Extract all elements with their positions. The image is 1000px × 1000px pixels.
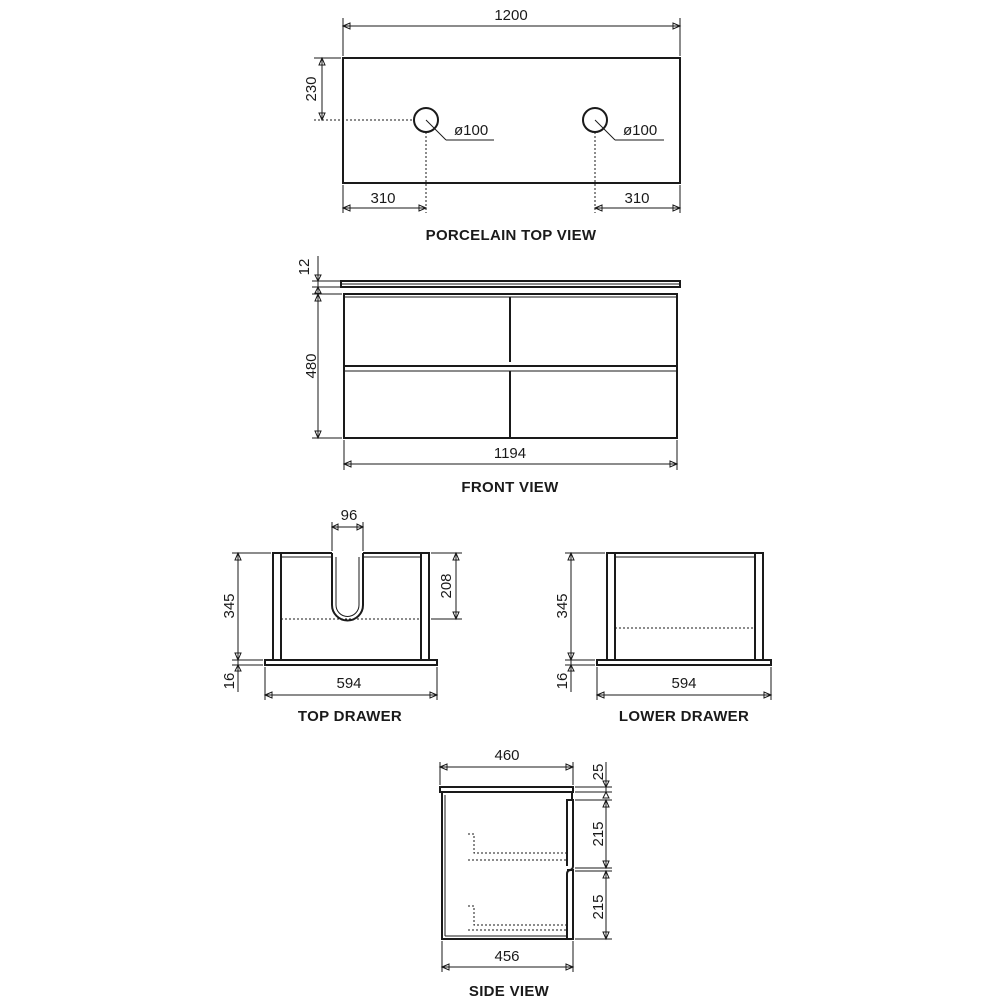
cabinet-width-dimension — [344, 440, 677, 470]
lower-drawer-view — [554, 553, 771, 725]
porcelain-top-view — [303, 7, 680, 244]
cutout-width-dimension — [332, 507, 363, 551]
side-top-width-dimension — [440, 747, 573, 785]
lower-drawer-side-left — [607, 553, 615, 661]
top-drawer-u-cutout-inner — [336, 557, 359, 617]
top-drawer-height-label: 345 — [221, 593, 238, 619]
hole-left-diameter-label: ø100 — [454, 122, 489, 139]
porcelain-width-dimension — [343, 7, 680, 56]
lower-drawer-base-dimension — [554, 660, 595, 692]
front-view-title: FRONT VIEW — [461, 479, 559, 496]
top-drawer-width-dimension — [265, 667, 437, 700]
offset-right-dimension — [595, 132, 680, 213]
lower-drawer-height-label: 345 — [554, 593, 571, 619]
top-drawer-base — [265, 660, 437, 665]
side-view-title: SIDE VIEW — [468, 983, 550, 1000]
side-cabinet-outline — [442, 792, 572, 939]
front-view — [296, 256, 680, 496]
hole-left-leader — [426, 120, 494, 140]
lower-drawer-width-label: 594 — [671, 675, 697, 692]
cutout-depth-dimension — [431, 553, 462, 619]
top-drawer-u-cutout-outer — [332, 553, 363, 621]
side-upper-drawer-dimension — [575, 800, 612, 868]
top-drawer-side-left — [273, 553, 281, 661]
offset-left-dimension — [343, 132, 426, 213]
hole-right-leader — [595, 120, 664, 140]
top-drawer-base-dimension — [221, 660, 263, 692]
porcelain-depth-dimension — [303, 58, 414, 120]
offset-left-label: 310 — [370, 190, 396, 207]
porcelain-outline — [343, 58, 680, 183]
side-top-thickness-dimension — [575, 762, 612, 798]
cabinet-width-label: 1194 — [493, 445, 527, 462]
side-top-thickness-label: 25 — [590, 763, 607, 781]
side-upper-drawer-dashed — [468, 834, 566, 860]
side-lower-drawer-dimension — [575, 871, 612, 939]
side-top-width-label: 460 — [494, 747, 520, 764]
side-upper-drawer-label: 215 — [590, 821, 607, 847]
porcelain-width-label: 1200 — [494, 7, 528, 24]
offset-right-label: 310 — [624, 190, 650, 207]
side-lower-drawer-dashed — [468, 906, 566, 930]
porcelain-top-view-title: PORCELAIN TOP VIEW — [425, 227, 597, 244]
lower-drawer-base — [597, 660, 771, 665]
cabinet-height-label: 480 — [303, 353, 320, 379]
lower-drawer-height-dimension — [554, 553, 605, 660]
hole-right-diameter-label: ø100 — [623, 122, 658, 139]
side-view — [440, 747, 612, 1000]
top-drawer-view — [221, 507, 462, 725]
lower-drawer-side-right — [755, 553, 763, 661]
porcelain-depth-label: 230 — [303, 76, 320, 102]
top-drawer-height-dimension — [221, 553, 271, 660]
lower-drawer-title: LOWER DRAWER — [618, 708, 750, 725]
side-lower-drawer-label: 215 — [590, 894, 607, 920]
lower-drawer-width-dimension — [597, 667, 771, 700]
top-drawer-width-label: 594 — [336, 675, 362, 692]
lower-drawer-base-label: 16 — [554, 672, 571, 690]
top-drawer-title: TOP DRAWER — [297, 708, 403, 725]
top-thickness-label: 12 — [296, 258, 313, 276]
top-thickness-dimension — [296, 256, 340, 293]
side-bottom-width-dimension — [442, 941, 573, 972]
side-top-slab — [440, 787, 573, 792]
top-drawer-side-right — [421, 553, 429, 661]
cabinet-height-dimension — [303, 294, 342, 438]
top-drawer-base-label: 16 — [221, 672, 238, 690]
cutout-depth-label: 208 — [438, 573, 455, 599]
cutout-width-label: 96 — [340, 507, 358, 524]
side-bottom-width-label: 456 — [494, 948, 520, 965]
